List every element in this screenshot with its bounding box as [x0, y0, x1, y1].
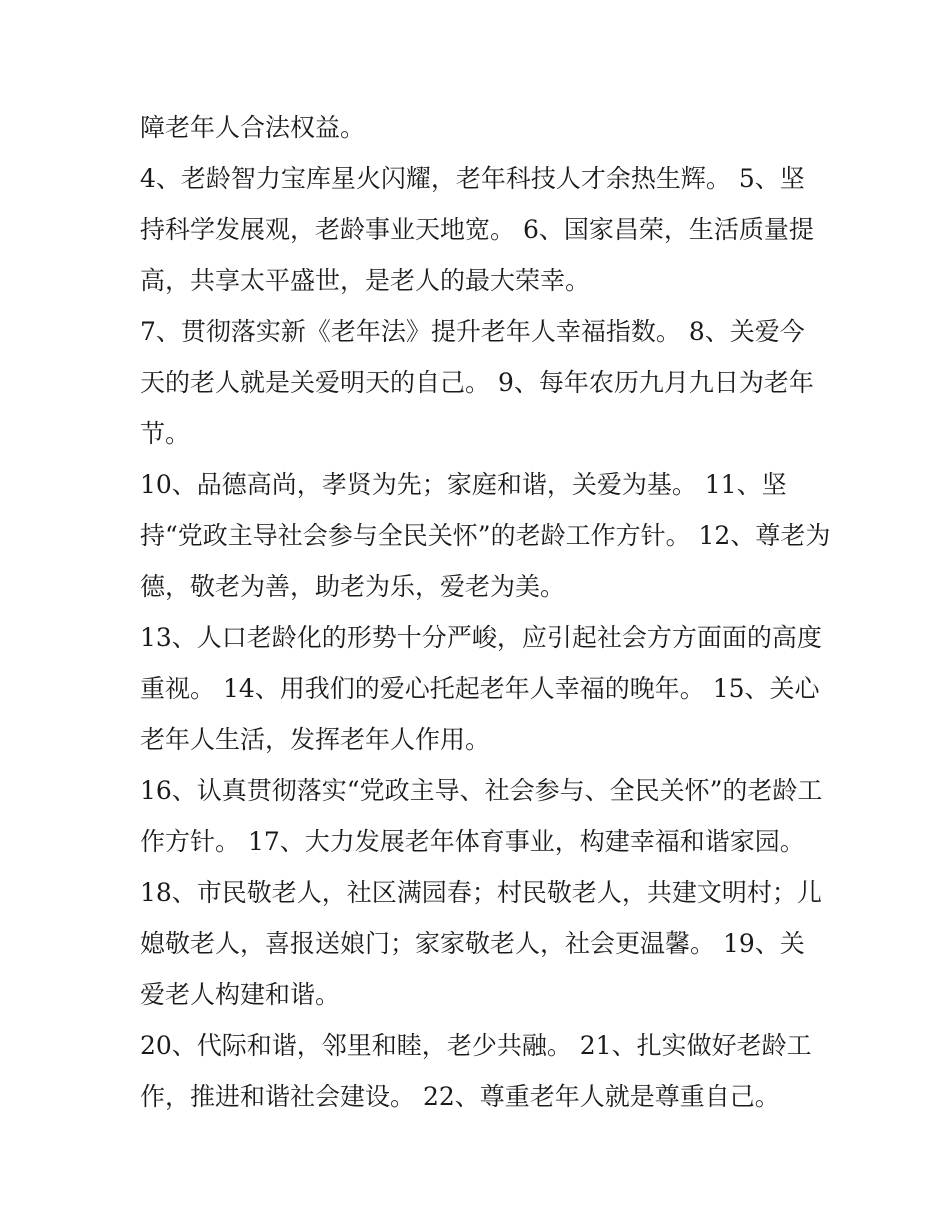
text-line: 10、品德高尚，孝贤为先；家庭和谐，关爱为基。 11、坚 [140, 470, 787, 499]
text-line: 持科学发展观，老龄事业天地宽。 6、国家昌荣，生活质量提 [140, 215, 814, 244]
text-line: 老年人生活，发挥老年人作用。 [140, 725, 491, 754]
text-line: 4、老龄智力宝库星火闪耀，老年科技人才余热生辉。 5、坚 [140, 164, 805, 193]
text-line: 重视。 14、用我们的爱心托起老年人幸福的晚年。 15、关心 [140, 674, 820, 703]
text-line: 障老年人合法权益。 [140, 113, 366, 142]
text-line: 持“党政主导社会参与全民关怀”的老龄工作方针。 12、尊老为 [140, 521, 831, 550]
text-line: 7、贯彻落实新《老年法》提升老年人幸福指数。 8、关爱今 [140, 317, 805, 346]
text-line: 媳敬老人，喜报送娘门；家家敬老人，社会更温馨。 19、关 [140, 929, 805, 958]
text-line: 天的老人就是关爱明天的自己。 9、每年农历九月九日为老年 [140, 368, 814, 397]
text-line: 爱老人构建和谐。 [140, 980, 341, 1009]
text-line: 作方针。 17、大力发展老年体育事业，构建幸福和谐家园。 [140, 827, 805, 856]
text-line: 德，敬老为善，助老为乐，爱老为美。 [140, 572, 566, 601]
text-line: 作，推进和谐社会建设。 22、尊重老年人就是尊重自己。 [140, 1082, 780, 1111]
text-line: 18、市民敬老人，社区满园春；村民敬老人，共建文明村；儿 [140, 878, 822, 907]
text-line: 13、人口老龄化的形势十分严峻，应引起社会方方面面的高度 [140, 623, 822, 652]
text-line: 16、认真贯彻落实“党政主导、社会参与、全民关怀”的老龄工 [140, 776, 823, 805]
text-line: 20、代际和谐，邻里和睦，老少共融。 21、扎实做好老龄工 [140, 1031, 812, 1060]
text-line: 高，共享太平盛世，是老人的最大荣幸。 [140, 266, 591, 295]
text-line: 节。 [140, 419, 191, 448]
